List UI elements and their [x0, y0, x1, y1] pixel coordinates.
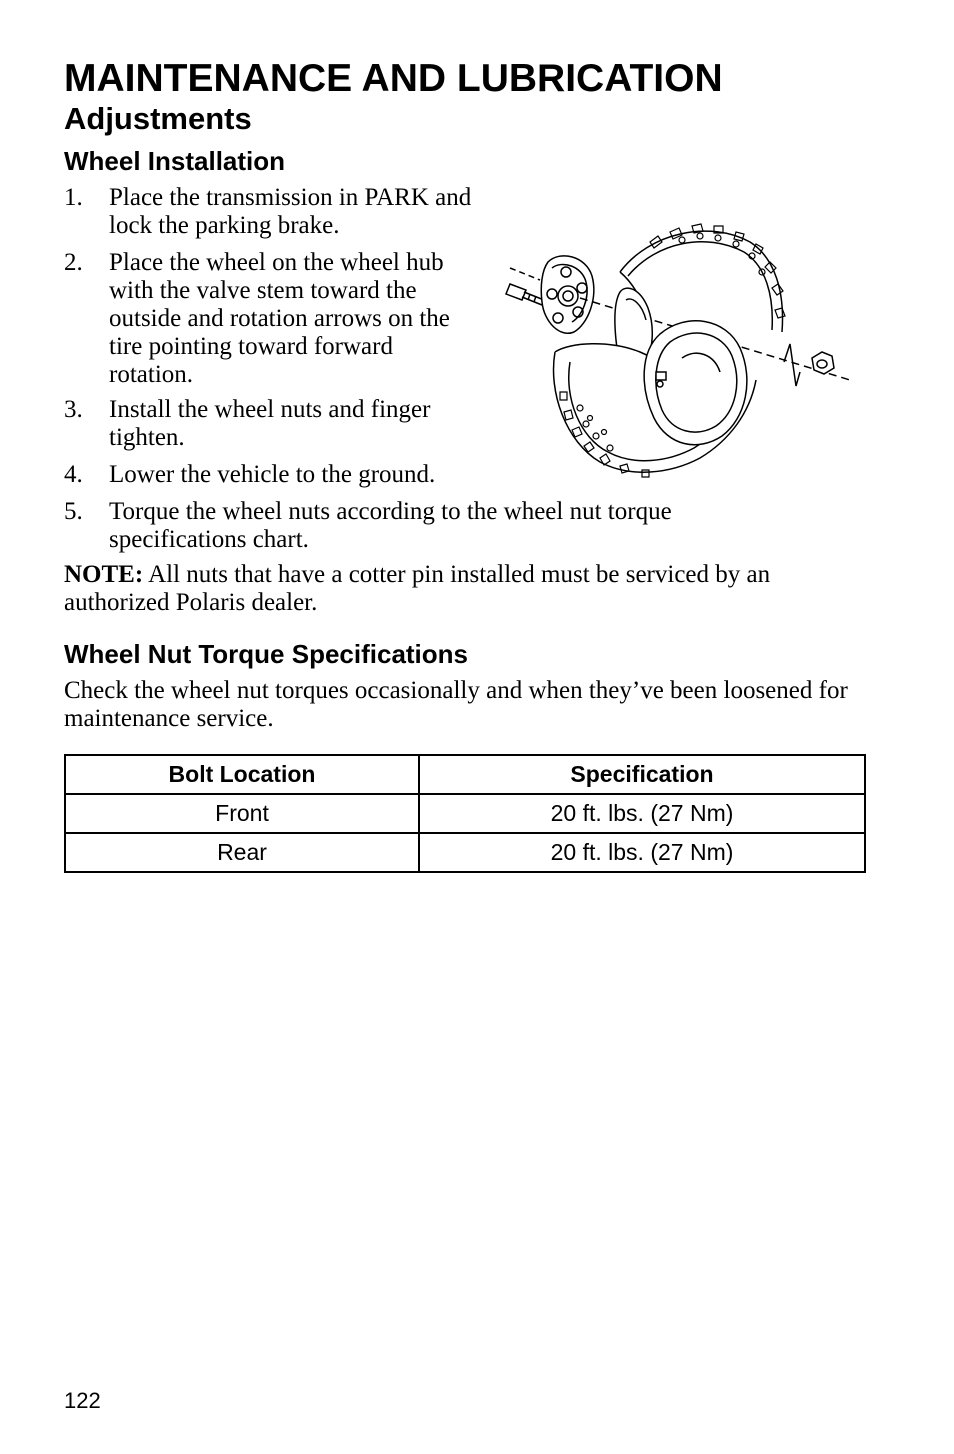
column-header-bolt-location: Bolt Location	[65, 755, 419, 794]
table-cell-location: Rear	[65, 833, 419, 872]
note-label: NOTE:	[64, 561, 144, 588]
tire-icon	[554, 224, 785, 477]
step-5	[64, 498, 864, 554]
step-text: Place the wheel on the wheel hub with the valve stem toward the outside and rotation arrows on the tire pointing toward forward rotation.	[109, 249, 450, 388]
wheel-stud-icon	[506, 284, 544, 305]
chapter-title: MAINTENANCE AND LUBRICATION	[64, 57, 723, 100]
step-number: 5.	[64, 498, 83, 525]
table-cell-spec: 20 ft. lbs. (27 Nm)	[419, 833, 865, 872]
note	[64, 561, 874, 617]
table-row	[65, 833, 865, 872]
step-number: 1.	[64, 184, 83, 211]
step-text: Lower the vehicle to the ground.	[109, 461, 436, 488]
torque-specs-intro: Check the wheel nut torques occasionally and when they’ve been loosened for maintenance service.	[64, 677, 848, 732]
wheel-installation-illustration	[500, 212, 860, 480]
step-number: 3.	[64, 396, 83, 423]
step-text: Place the transmission in PARK and lock the parking brake.	[109, 184, 472, 239]
lug-nut-icon	[812, 352, 834, 374]
wheel-hub-icon	[541, 256, 594, 333]
note-text: All nuts that have a cotter pin installed must be serviced by an authorized Polaris dealer.	[64, 561, 771, 616]
table-cell-location: Front	[65, 794, 419, 833]
page-number: 122	[64, 1388, 101, 1413]
table-row	[65, 794, 865, 833]
table-header-row	[65, 755, 865, 794]
step-number: 4.	[64, 461, 83, 488]
column-header-specification: Specification	[419, 755, 865, 794]
step-text: Install the wheel nuts and finger tighten.	[109, 396, 431, 451]
torque-specs-heading: Wheel Nut Torque Specifications	[64, 639, 469, 669]
torque-spec-table	[64, 754, 866, 873]
table-cell-spec: 20 ft. lbs. (27 Nm)	[419, 794, 865, 833]
wheel-installation-heading: Wheel Installation	[64, 146, 286, 176]
step-text: Torque the wheel nuts according to the wheel nut torque specifications chart.	[109, 498, 672, 553]
section-title: Adjustments	[64, 101, 252, 136]
step-number: 2.	[64, 249, 83, 276]
